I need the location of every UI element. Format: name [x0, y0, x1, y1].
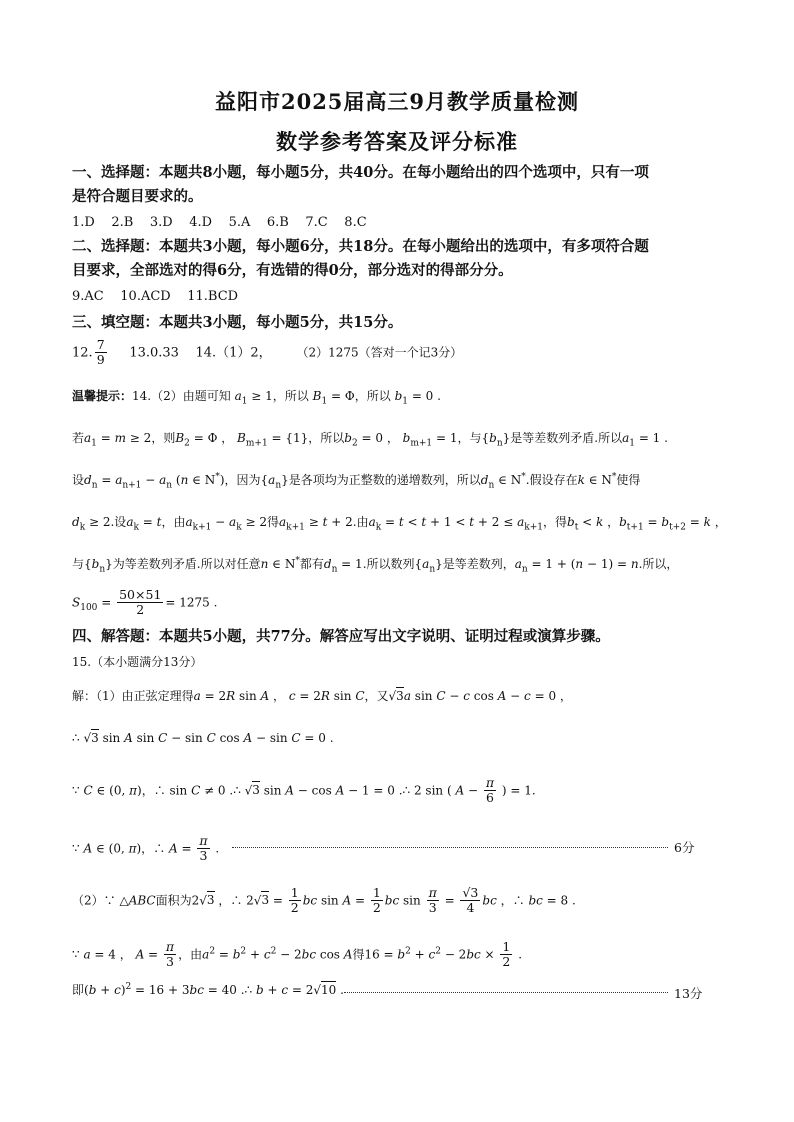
dotted-leader: [344, 992, 668, 993]
pi-over-6: $\frac{\pi}{6}$: [485, 775, 495, 806]
text: 得: [267, 515, 280, 529]
fraction-denominator: 9: [96, 352, 105, 368]
text: 得: [352, 947, 365, 962]
section-3-answers: [72, 338, 732, 368]
solution-line-6: ∵ a = 4 ， A = $\frac{\pi}{3}$ ，由$a^2 = b^2 + c^2 - 2bc$ cos A得$16 = b^2 + c^2 - 2bc$ × $\frac{1}{2}$ .: [72, 939, 523, 970]
text: ，由: [161, 515, 186, 529]
page-title: 益阳市2025届高三9月教学质量检测: [214, 89, 580, 114]
text: 为等差数列矛盾.所以对任意: [112, 557, 261, 571]
text: .所以，: [638, 557, 679, 571]
score-13: 13分: [674, 986, 703, 1001]
text: ，所以: [272, 389, 309, 403]
answer: 9.AC: [72, 289, 104, 304]
answer: 5.A: [228, 215, 251, 230]
text: .设: [110, 515, 127, 529]
text: ，所以: [354, 389, 391, 403]
answer: 3.D: [149, 215, 173, 230]
answer: 8.C: [344, 215, 367, 230]
answer-14-1: 14.（1）2，: [195, 345, 272, 361]
text: ，由: [178, 947, 203, 962]
text: 是各项均为正整数的递增数列，所以: [288, 473, 481, 487]
answer: 4.D: [189, 215, 213, 230]
answer-12-label: 12.: [72, 345, 93, 361]
text: ，与: [457, 431, 482, 445]
hint-line-1: 温馨提示：14.（2）由题可知 $a_1 \ge 1$，所以 $B_1 = \Phi$，所以 $b_1 = 0$ .: [72, 389, 441, 407]
page-subtitle: 数学参考答案及评分标准: [276, 129, 518, 154]
answer: 6.B: [266, 215, 289, 230]
text: 解：（1）由正弦定理得: [72, 689, 194, 703]
text: 是等差数列，: [442, 557, 515, 571]
hint-line-6: $S_{100}$ = $\frac{50\times 51}{2}$ = 1275 .: [72, 587, 218, 618]
fraction-numerator: 50×51: [119, 587, 162, 602]
section-4-header: 四、解答题：本题共5小题，共77分。解答应写出文字说明、证明过程或演算步骤。: [72, 628, 610, 645]
solution-line-5: （2）∵ △ABC面积为2√3 ，∴ 2√3 = $\frac{1}{2}$ bc sin A = $\frac{1}{2}$ bc sin $\frac{\pi}{3}$ = $\frac{√3}{4}$ bc ，∴ bc = 8 .: [72, 885, 576, 916]
text: 是等差数列矛盾.所以: [510, 431, 623, 445]
text: ，所以: [308, 431, 345, 445]
pi-over-3: $\frac{\pi}{3}$: [199, 833, 208, 864]
text: ，: [141, 841, 154, 856]
section-1-header-cont: 是符合题目要求的。: [72, 188, 203, 205]
answer-12-fraction: [95, 338, 107, 368]
text: 面积为: [155, 893, 192, 908]
answer-14-2: （2）1275（答对一个记3分）: [296, 345, 463, 360]
section-2-answers: [72, 290, 732, 303]
solution-line-7: 即$(b + c)^2 = 16 + 3bc = 40$ .∴ b + c = 2√10 .: [72, 982, 344, 997]
dotted-leader: [232, 847, 668, 848]
pi-over-3: $\frac{\pi}{3}$: [428, 885, 437, 916]
pi-over-3: $\frac{\pi}{3}$: [165, 939, 175, 970]
answer: 10.ACD: [120, 289, 171, 304]
answer: 2.B: [111, 215, 134, 230]
question-15-label: 15.（本小题满分13分）: [72, 655, 203, 669]
sqrt3-over-4: $\frac{√3}{4}$: [462, 885, 479, 916]
text: 都有: [299, 557, 324, 571]
text: .所以数列: [362, 557, 415, 571]
score-6: 6分: [674, 840, 695, 855]
solution-line-1: 解：（1）由正弦定理得a = 2R sin A ， c = 2R sin C，又√3a sin C − c cos A − c = 0 ，: [72, 689, 572, 703]
fraction-numerator: 7: [96, 337, 105, 352]
half: $\frac{1}{2}$: [290, 885, 299, 916]
section-1-answers: [72, 216, 732, 229]
section-2-header: 二、选择题：本题共3小题，每小题6分，共18分。在每小题给出的选项中，有多项符合题: [72, 238, 649, 255]
section-2-header-cont: 目要求，全部选对的得6分，有选错的得0分，部分选对的得部分分。: [72, 262, 513, 279]
half: $\frac{1}{2}$: [502, 939, 511, 970]
hint-line-2: 若$a_1 = m \ge 2$，则$B_2 = \Phi$ ， $B_{m+1} = \{1\}$，所以$b_2 = 0$ ， $b_{m+1} = 1$，与$\{b_n\}$是等差数列矛盾.所以$a_1 = 1$ .: [72, 431, 668, 449]
text: ，: [141, 783, 154, 798]
sum-fraction: [117, 588, 163, 618]
section-1-header: 一、选择题：本题共8小题，每小题5分，共40分。在每小题给出的四个选项中，只有一项: [72, 164, 649, 181]
text: 设: [72, 473, 85, 487]
answer: 1.D: [72, 215, 95, 230]
text: ，得: [542, 515, 567, 529]
text: ，则: [151, 431, 176, 445]
text: ，因为: [224, 473, 261, 487]
hint-line-3: 设$d_n = a_{n+1} - a_n$ (n ∈ N*)，因为$\{a_n\}$是各项均为正整数的递增数列，所以$d_n$ ∈ N*.假设存在k ∈ N*使得: [72, 472, 641, 491]
text: .假设存在: [525, 473, 578, 487]
solution-line-2: ∴ √3 sin A sin C − sin C cos A − sin C = 0 .: [72, 731, 334, 745]
answer: 7.C: [305, 215, 328, 230]
answer: 11.BCD: [187, 289, 239, 304]
text: 使得: [616, 473, 641, 487]
text: 与: [72, 557, 85, 571]
solution-line-4: ∵ A ∈ (0, π)，∴ A = $\frac{\pi}{3}$ .: [72, 833, 220, 864]
fraction-denominator: 2: [136, 602, 145, 618]
hint-label: 温馨提示：: [72, 389, 133, 403]
solution-line-3: ∵ C ∈ (0, π)，∴ sin C ≠ 0 .∴ √3 sin A − cos A − 1 = 0 .∴ 2 sin ( A − $\frac{\pi}{6}$ ) = 1.: [72, 775, 536, 806]
text: 即: [72, 983, 85, 997]
section-3-header: 三、填空题：本题共3小题，每小题5分，共15分。: [72, 314, 403, 331]
text: ，又: [364, 689, 389, 703]
text: 14.（2）由题可知: [132, 389, 231, 403]
half: $\frac{1}{2}$: [372, 885, 381, 916]
answer-13: 13.0.33: [129, 345, 179, 361]
text: = 1275 .: [165, 595, 218, 610]
text: 若: [72, 431, 85, 445]
hint-line-4: $d_k \ge 2$.设$a_k = t$，由$a_{k+1} - a_k \ge 2$得$a_{k+1} \ge t + 2$.由$a_k = t < t + 1 < t + 2 \le a_{k+1}$，得$b_t < k$ ，$b_{t+1} = b_{t+2} = k$ ，: [72, 515, 727, 533]
text: .由: [352, 515, 369, 529]
hint-line-5: 与$\{b_n\}$为等差数列矛盾.所以对任意n ∈ N*都有$d_n = 1$.所以数列$\{a_n\}$是等差数列，$a_n = 1 + (n - 1) = n$.所以，: [72, 556, 679, 575]
text: （2）: [72, 893, 104, 908]
